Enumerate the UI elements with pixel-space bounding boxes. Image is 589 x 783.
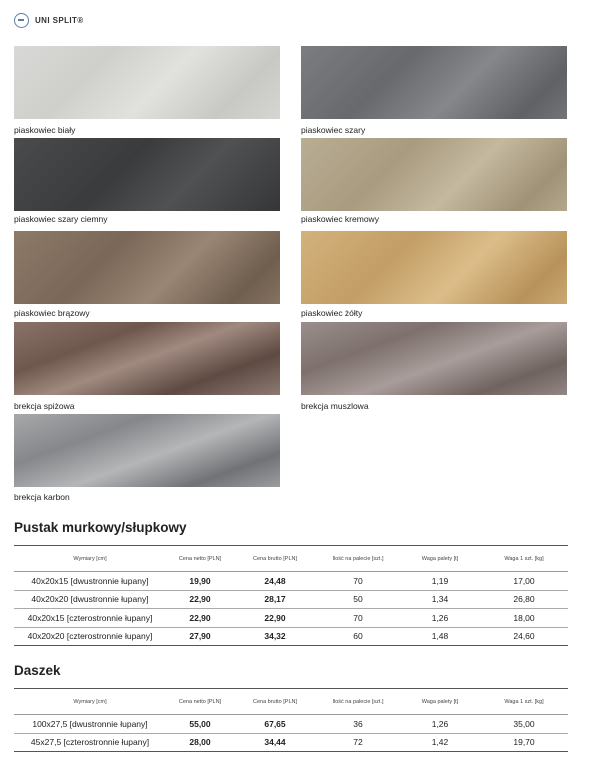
cell-qty-pallet: 70 <box>353 612 363 623</box>
cell-price-net: 22,90 <box>189 594 211 605</box>
cell-unit-weight: 17,00 <box>513 575 535 586</box>
cell-pallet-weight: 1,19 <box>431 575 449 586</box>
cell-qty-pallet: 50 <box>353 594 363 605</box>
cell-price-net: 28,00 <box>189 737 211 748</box>
column-header: Waga 1 szt. [kg] <box>504 698 544 705</box>
swatch-image-piaskowiec-szary <box>301 46 567 119</box>
price-table-pustak <box>14 545 568 646</box>
cell-pallet-weight: 1,42 <box>431 737 449 748</box>
swatch-image-piaskowiec-kremowy <box>301 138 567 211</box>
table-header-row <box>14 689 568 715</box>
cell-dimensions: 40x20x15 [dwustronnie łupany] <box>31 575 149 586</box>
cell-qty-pallet: 72 <box>353 737 363 748</box>
cell-unit-weight: 18,00 <box>513 612 535 623</box>
cell-unit-weight: 35,00 <box>513 718 535 729</box>
table-row <box>14 715 568 734</box>
column-header: Cena netto [PLN] <box>178 555 222 562</box>
uni-logo-icon <box>14 13 29 28</box>
swatch-image-piaskowiec-bialy <box>14 46 280 119</box>
cell-pallet-weight: 1,48 <box>431 631 449 642</box>
cell-unit-weight: 19,70 <box>513 737 535 748</box>
swatch-label: brekcja muszlowa <box>301 401 369 411</box>
cell-price-gross: 67,65 <box>264 718 286 729</box>
cell-dimensions: 45x27,5 [czterostronnie łupany] <box>30 737 150 748</box>
cell-price-gross: 34,32 <box>264 631 286 642</box>
table-row <box>14 572 568 591</box>
table-row <box>14 733 568 752</box>
table-header-row <box>14 546 568 572</box>
column-header: Waga palety [t] <box>421 555 459 562</box>
cell-price-gross: 22,90 <box>264 612 286 623</box>
cell-dimensions: 100x27,5 [dwustronnie łupany] <box>32 718 148 729</box>
cell-pallet-weight: 1,26 <box>431 718 449 729</box>
column-header: Wymiary [cm] <box>73 555 107 562</box>
column-header: Wymiary [cm] <box>73 698 107 705</box>
cell-pallet-weight: 1,26 <box>431 612 449 623</box>
swatch-image-brekcja-karbon <box>14 414 280 487</box>
brand-header <box>14 12 84 28</box>
cell-dimensions: 40x20x20 [czterostronnie łupany] <box>27 631 153 642</box>
swatch-label: piaskowiec brązowy <box>14 308 90 318</box>
swatch-image-brekcja-spizowa <box>14 322 280 395</box>
swatch-image-piaskowiec-zolty <box>301 231 567 304</box>
cell-qty-pallet: 70 <box>353 575 363 586</box>
swatch-label: piaskowiec szary <box>301 125 366 135</box>
column-header: Cena netto [PLN] <box>178 698 222 705</box>
swatch-label: brekcja karbon <box>14 492 70 502</box>
table-row <box>14 590 568 609</box>
cell-qty-pallet: 60 <box>353 631 363 642</box>
cell-dimensions: 40x20x15 [czterostronnie łupany] <box>27 612 153 623</box>
cell-price-gross: 34,44 <box>264 737 286 748</box>
price-table-daszek <box>14 688 568 752</box>
column-header: Waga 1 szt. [kg] <box>504 555 544 562</box>
cell-pallet-weight: 1,34 <box>431 594 449 605</box>
section-title-daszek: Daszek <box>14 663 61 678</box>
cell-price-net: 55,00 <box>189 718 211 729</box>
swatch-image-piaskowiec-brazowy <box>14 231 280 304</box>
swatch-image-brekcja-muszlowa <box>301 322 567 395</box>
column-header: Ilość na palecie [szt.] <box>332 698 384 705</box>
cell-qty-pallet: 36 <box>353 718 363 729</box>
swatch-label: piaskowiec szary ciemny <box>14 214 108 224</box>
column-header: Ilość na palecie [szt.] <box>332 555 384 562</box>
section-title-pustak: Pustak murkowy/słupkowy <box>14 520 187 535</box>
column-header: Waga palety [t] <box>421 698 459 705</box>
cell-dimensions: 40x20x20 [dwustronnie łupany] <box>31 594 149 605</box>
table-row <box>14 627 568 646</box>
column-header: Cena brutto [PLN] <box>252 698 298 705</box>
cell-unit-weight: 26,80 <box>513 594 535 605</box>
cell-price-net: 22,90 <box>189 612 211 623</box>
cell-price-net: 19,90 <box>189 575 211 586</box>
column-header: Cena brutto [PLN] <box>252 555 298 562</box>
table-row <box>14 609 568 628</box>
cell-unit-weight: 24,60 <box>513 631 535 642</box>
swatch-label: piaskowiec biały <box>14 125 76 135</box>
cell-price-gross: 24,48 <box>264 575 286 586</box>
swatch-label: piaskowiec żółty <box>301 308 363 318</box>
swatch-image-piaskowiec-szary-ciemny <box>14 138 280 211</box>
brand-name: UNI SPLIT® <box>35 15 84 25</box>
swatch-label: brekcja spiżowa <box>14 401 75 411</box>
swatch-label: piaskowiec kremowy <box>301 214 379 224</box>
cell-price-net: 27,90 <box>189 631 211 642</box>
cell-price-gross: 28,17 <box>264 594 286 605</box>
